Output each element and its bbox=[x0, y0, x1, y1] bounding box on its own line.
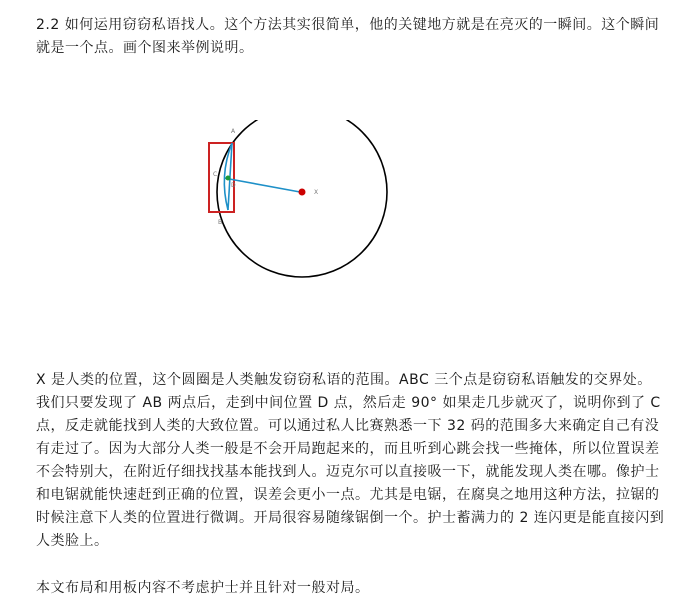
whisper-range-diagram bbox=[200, 120, 400, 290]
label-d: D bbox=[231, 182, 236, 189]
label-a: A bbox=[231, 128, 236, 135]
whisper-range-circle bbox=[217, 120, 387, 277]
label-b: B bbox=[218, 219, 223, 226]
label-c: C bbox=[213, 171, 218, 178]
note-paragraph: 本文布局和用板内容不考虑护士并且针对一般对局。 bbox=[36, 580, 370, 596]
label-x: X bbox=[314, 189, 319, 196]
intro-paragraph: 2.2 如何运用窃窃私语找人。这个方法其实很简单，他的关键地方就是在亮灭的一瞬间。这个瞬间就是一个点。画个图来举例说明。 bbox=[36, 17, 660, 56]
main-paragraph: X 是人类的位置，这个圆圈是人类触发窃窃私语的范围。ABC 三个点是窃窃私语触发的交界处。我们只要发现了 AB 两点后，走到中间位置 D 点，然后走 90° 如果走几步就灭了，说明你到了 C 点，反走就能找到人类的大致位置。可以通过私人比赛熟悉一下 32 码的范围多大来确定自己有没有走过了。因为大部分人类一般是不会开局跑起来的，而且听到心跳会找一些掩体，所以位置误差不会特别大，在附近仔细找找基本能找到人。迈克尔可以直接吸一下，就能发现人类在哪。像护士和电锯就能快速赶到正确的位置，误差会更小一点。尤其是电锯，在腐臭之地用这种方法，拉锯的时候注意下人类的位置进行微调。开局很容易随缘锯倒一个。护士蓄满力的 2 连闪更是能直接闪到人类脸上。 bbox=[36, 372, 665, 549]
point-d bbox=[226, 176, 231, 181]
point-x bbox=[299, 189, 306, 196]
